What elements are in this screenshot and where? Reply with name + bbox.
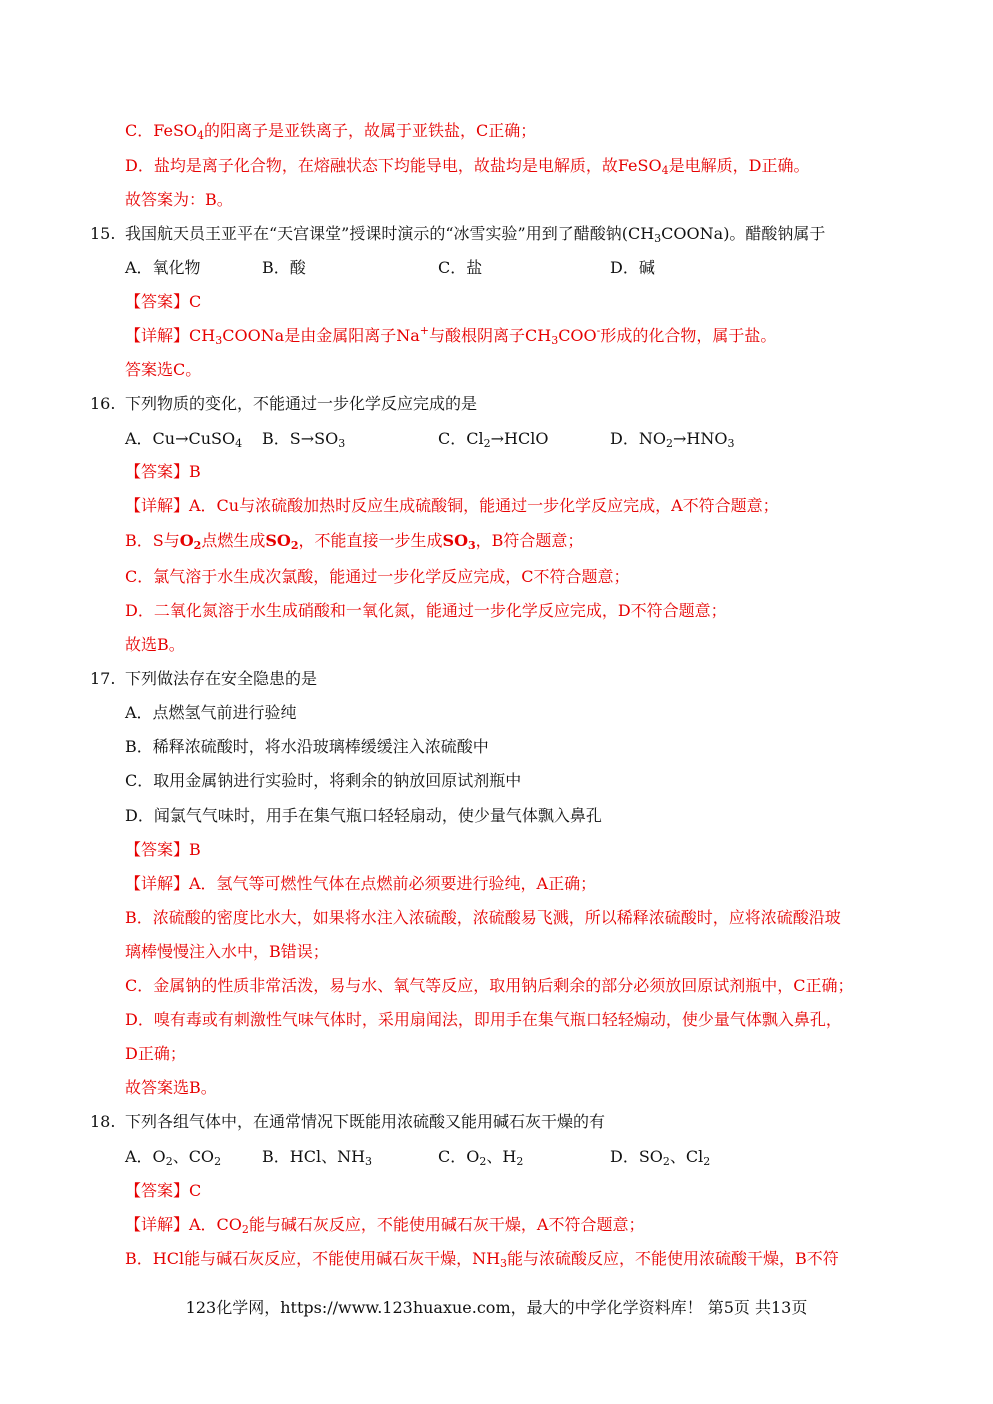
text-run: B．S与 — [125, 531, 180, 550]
text-run: C．Cl — [438, 429, 484, 448]
text-run: + — [419, 324, 429, 337]
text-run: 2 — [193, 539, 202, 552]
text-run: 2 — [703, 1155, 711, 1168]
text-run: C．金属钠的性质非常活泼，易与水、氧气等反应，取用钠后剩余的部分必须放回原试剂瓶中，C正确； — [125, 976, 854, 995]
text-run: 2 — [483, 437, 491, 450]
text-run: B．S→SO — [262, 429, 339, 448]
question-number: 17. — [90, 669, 116, 688]
text-run: 2 — [165, 1155, 173, 1168]
answer-option — [610, 1146, 710, 1168]
text-run: O — [179, 531, 194, 550]
text-run: COONa是由金属阳离子Na — [222, 326, 420, 345]
explanation-line — [125, 155, 809, 177]
text-run: A．点燃氢气前进行验纯 — [125, 703, 297, 722]
explanation-line — [125, 634, 185, 656]
text-run: 3 — [551, 334, 559, 347]
text-run: B．浓硫酸的密度比水大，如果将水注入浓硫酸，浓硫酸易飞溅，所以稀释浓硫酸时，应将浓硫酸沿玻 — [125, 908, 841, 927]
text-run: D．碱 — [610, 258, 655, 277]
text-run: D．闻氯气气味时，用手在集气瓶口轻轻扇动，使少量气体飘入鼻孔 — [125, 806, 602, 825]
text-run: ，B符合题意； — [475, 531, 584, 550]
text-run: →HNO — [672, 429, 728, 448]
text-run: 【答案】C — [125, 1181, 202, 1200]
text-run: 能与浓硫酸反应，不能使用浓硫酸干燥，B不符 — [507, 1249, 839, 1268]
answer-option — [262, 1146, 372, 1168]
text-run: A．氧化物 — [125, 258, 201, 277]
text-run: 2 — [516, 1155, 524, 1168]
text-run: 3 — [500, 1257, 508, 1270]
text-run: 、H — [486, 1147, 517, 1166]
explanation-line — [125, 291, 201, 313]
text-run: COO — [558, 326, 597, 345]
explanation-line — [125, 1077, 217, 1099]
question-line — [125, 702, 297, 724]
text-run: 4 — [235, 437, 243, 450]
explanation-line — [125, 1180, 201, 1202]
text-run: 3 — [365, 1155, 373, 1168]
text-run: COONa)。醋酸钠属于 — [661, 224, 826, 243]
text-run: 与酸根阴离子CH — [428, 326, 552, 345]
text-run: B．HCl能与碱石灰反应，不能使用碱石灰干燥，NH — [125, 1249, 501, 1268]
text-run: 、Cl — [669, 1147, 704, 1166]
question-line — [125, 770, 521, 792]
text-run: 2 — [214, 1155, 222, 1168]
question-line — [125, 223, 825, 245]
answer-option — [262, 257, 306, 279]
answer-option — [125, 1146, 221, 1168]
answer-option — [125, 257, 201, 279]
explanation-line — [125, 975, 854, 997]
text-run: 下列各组气体中，在通常情况下既能用浓硫酸又能用碱石灰干燥的有 — [125, 1112, 606, 1131]
text-run: 【详解】A．氢气等可燃性气体在点燃前必须要进行验纯，A正确； — [125, 874, 597, 893]
text-run: D．SO — [610, 1147, 663, 1166]
answer-option — [125, 428, 242, 450]
text-run: B．酸 — [262, 258, 306, 277]
text-run: 下列做法存在安全隐患的是 — [125, 669, 318, 688]
text-run: 能与碱石灰反应，不能使用碱石灰干燥，A不符合题意； — [248, 1215, 645, 1234]
answer-option — [438, 1146, 523, 1168]
answer-option — [262, 428, 345, 450]
text-run: B．稀释浓硫酸时，将水沿玻璃棒缓缓注入浓硫酸中 — [125, 737, 489, 756]
text-run: C．FeSO — [125, 121, 198, 140]
explanation-line — [125, 839, 201, 861]
answer-option — [438, 428, 548, 450]
text-run: 的阳离子是亚铁离子，故属于亚铁盐，C正确； — [204, 121, 537, 140]
text-run: 故答案选B。 — [125, 1078, 217, 1097]
explanation-line — [125, 461, 201, 483]
text-run: 璃棒慢慢注入水中，B错误； — [125, 942, 329, 961]
explanation-line — [125, 1043, 186, 1065]
text-run: 是电解质，D正确。 — [668, 156, 810, 175]
text-run: 3 — [654, 232, 662, 245]
text-run: 点燃生成 — [201, 531, 266, 550]
explanation-line — [125, 873, 596, 895]
question-number: 18. — [90, 1112, 116, 1131]
text-run: D正确； — [125, 1044, 186, 1063]
text-run: 3 — [215, 334, 223, 347]
text-run: 3 — [338, 437, 346, 450]
text-run: 【答案】C — [125, 292, 202, 311]
text-run: 2 — [479, 1155, 487, 1168]
text-run: - — [596, 324, 601, 337]
answer-option — [438, 257, 482, 279]
text-run: 、CO — [172, 1147, 215, 1166]
text-run: 下列物质的变化，不能通过一步化学反应完成的是 — [125, 394, 478, 413]
text-run: D．NO — [610, 429, 666, 448]
text-run: C．氯气溶于水生成次氯酸，能通过一步化学反应完成，C不符合题意； — [125, 567, 630, 586]
explanation-line — [125, 1248, 839, 1270]
text-run: 3 — [727, 437, 735, 450]
question-line — [125, 736, 489, 758]
question-number: 16. — [90, 394, 116, 413]
text-run: A．O — [125, 1147, 166, 1166]
text-run: C．O — [438, 1147, 480, 1166]
text-run: 2 — [241, 1223, 249, 1236]
text-run: 【详解】CH — [125, 326, 216, 345]
explanation-line — [125, 566, 630, 588]
text-run: B．HCl、NH — [262, 1147, 366, 1166]
text-run: SO — [442, 531, 469, 550]
explanation-line — [125, 189, 233, 211]
text-run: 故选B。 — [125, 635, 185, 654]
explanation-line — [125, 1214, 644, 1236]
text-run: 4 — [661, 164, 669, 177]
text-run: SO — [265, 531, 291, 550]
text-run: D．二氧化氮溶于水生成硝酸和一氧化氮，能通过一步化学反应完成，D不符合题意； — [125, 601, 727, 620]
explanation-line — [125, 120, 536, 142]
text-run: 我国航天员王亚平在“天宫课堂”授课时演示的“冰雪实验”用到了醋酸钠(CH — [125, 224, 655, 243]
question-line — [125, 668, 317, 690]
page-footer: 123化学网，https://www.123huaxue.com，最大的中学化学资料库！ 第5页 共13页 — [185, 1298, 808, 1317]
text-run: A．Cu→CuSO — [125, 429, 236, 448]
explanation-line — [125, 1009, 842, 1031]
explanation-line — [125, 495, 779, 517]
text-run: D．盐均是离子化合物，在熔融状态下均能导电，故盐均是电解质，故FeSO — [125, 156, 662, 175]
question-line — [125, 393, 477, 415]
explanation-line — [125, 907, 841, 929]
text-run: ，不能直接一步生成 — [298, 531, 443, 550]
explanation-line — [125, 941, 329, 963]
question-line — [125, 1111, 605, 1133]
question-number: 15. — [90, 224, 116, 243]
text-run: 2 — [665, 437, 673, 450]
text-run: 【详解】A．CO — [125, 1215, 242, 1234]
text-run: 形成的化合物，属于盐。 — [600, 326, 777, 345]
text-run: 2 — [662, 1155, 670, 1168]
text-run: 3 — [468, 539, 476, 552]
text-run: →HClO — [490, 429, 549, 448]
text-run: 【答案】B — [125, 840, 201, 859]
text-run: D．嗅有毒或有刺激性气味气体时，采用扇闻法，即用手在集气瓶口轻轻煽动，使少量气体飘入鼻孔， — [125, 1010, 842, 1029]
question-line — [125, 805, 602, 827]
answer-option — [610, 428, 734, 450]
text-run: C．盐 — [438, 258, 483, 277]
text-run: 故答案为：B。 — [125, 190, 233, 209]
text-run: 答案选C。 — [125, 360, 202, 379]
explanation-line — [125, 359, 201, 381]
answer-option — [610, 257, 655, 279]
text-run: 4 — [197, 129, 205, 142]
text-run: 【详解】A．Cu与浓硫酸加热时反应生成硫酸铜，能通过一步化学反应完成，A不符合题意； — [125, 496, 779, 515]
explanation-line — [125, 325, 776, 347]
text-run: 【答案】B — [125, 462, 201, 481]
explanation-line — [125, 530, 583, 552]
text-run: 2 — [290, 539, 299, 552]
text-run: C．取用金属钠进行实验时，将剩余的钠放回原试剂瓶中 — [125, 771, 522, 790]
explanation-line — [125, 600, 727, 622]
